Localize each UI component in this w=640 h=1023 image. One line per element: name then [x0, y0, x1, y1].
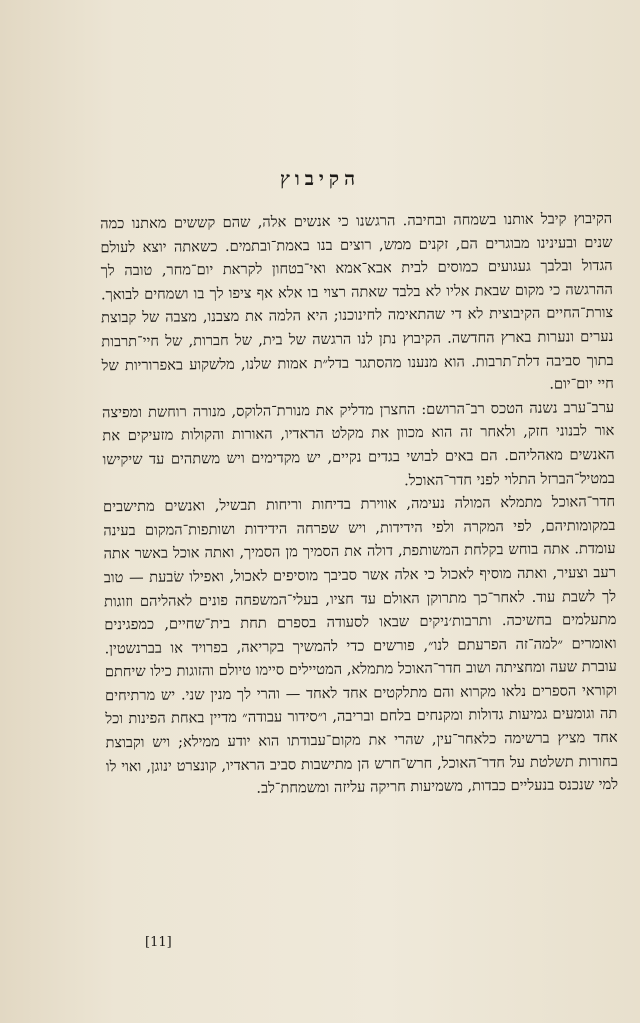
- paragraph: ערב־ערב נשנה הטכס רב־הרושם: החצרן מדליק את מנורת־הלוקס, מנורה רוחשת ומפיצה אור לבנוני חזק, ולאחר זה הוא מכוון את מקלט הראדיו, האורות והקולות מזעיקים את האנשים מאהליהם. הם באים לבושי בגדים נקיים, יש מקדימים ויש משתהים עד שיקישו במטיל־הברזל התלוי לפני חדר־האוכל.: [102, 398, 615, 489]
- paragraph: חדר־האוכל מתמלא המולה נעימה, אווירת בדיחות וריחות תבשיל, ואנשים מתישבים במקומותיהם, לפי המקרה ולפי הידידות, ויש שפרחה הידידות ושותפות־המקום בעינה עומדת. אתה בוחש בקלחת המשותפת, דולה את הסמיך מן הסמיך, ואתה אוכל באשר אתה רעב וצעיר, ואתה מוסיף לאכול כי אלה אשר סביבך מוסיפים לאכול, ואפילו שׂבעת — טוב לך לשבת עוד. לאחר־כך מתרוקן האולם עד חציו, בעלי־המשפחה פונים לאהליהם וזוגות מתעלמים בחשיכה. ותרבות׳ניקים שבאו לסעודה בספרם תחת בית־שחיים, כמפגינים ואומרים ״למה־זה הפרעתם לנו״, פורשים כדי להמשיך בקריאה, בפרויד או בברנשטין. עוברת שעה ומחציתה ושוב חדר־האוכל מתמלא, המטיילים סיימו טיולם והזוגות כילו שיחתם וקוראי הספרים נלאו מקרוא והם מתלקטים אחד לאחד — והרי לך מנין שני. יש מרתיחים תה וגומעים גמיעות גדולות ומקנחים בלחם ובריבה, ו״סידור עבודה״ מדיין באחת הפינות וכל אחד מציץ ברשימה כלאחר־עין, שהרי את מקום־עבודתו הוא יודע ממילא; ויש וקבוצת בחורות תשלטת על חדר־האוכל, חרש־חרש הן מתישבות סביב הראדיו, קונצרט ינוגן, ואוי לו למי שנכנס בנעליים כבדות, משמיעות חריקה עליזה ומשמחת־לב.: [103, 493, 619, 798]
- page-number: [11]: [145, 935, 172, 950]
- body-text: [100, 207, 618, 802]
- paragraph: הקיבוץ קיבל אותנו בשמחה ובחיבה. הרגשנו כי אנשים אלה, שהם קששים מאתנו כמה שנים ובעינינו מבוגרים הם, זקנים ממש, רוצים בנו באמת־ובתמים. כשאתה יוצא לעולם הגדול ובלבך געגועים כמוסים לבית אבא־אמא ואי־בטחון לקראת יום־מחר, טובה לך ההרגשה כי מקום שבאת אליו לא בלבד שאתה רצוי בו אלא אף ציפו לך בו ושמחים לבואך. צורת־החיים הקיבוצית לא די שהתאימה לחינוכנו; היא הלמה את מצבנו, מצבה של קבוצת נערים ונערות בארץ החדשה. הקיבוץ נתן לנו הרגשה של בית, של חברות, של חיי־תרבות בתוך סביבה דלת־תרבות. הוא מנענו מהסתגר בדל״ת אמות שלנו, מלשקוע באפרוריות של חיי יום־יום.: [100, 209, 614, 393]
- chapter-title: הקיבוץ: [280, 168, 360, 190]
